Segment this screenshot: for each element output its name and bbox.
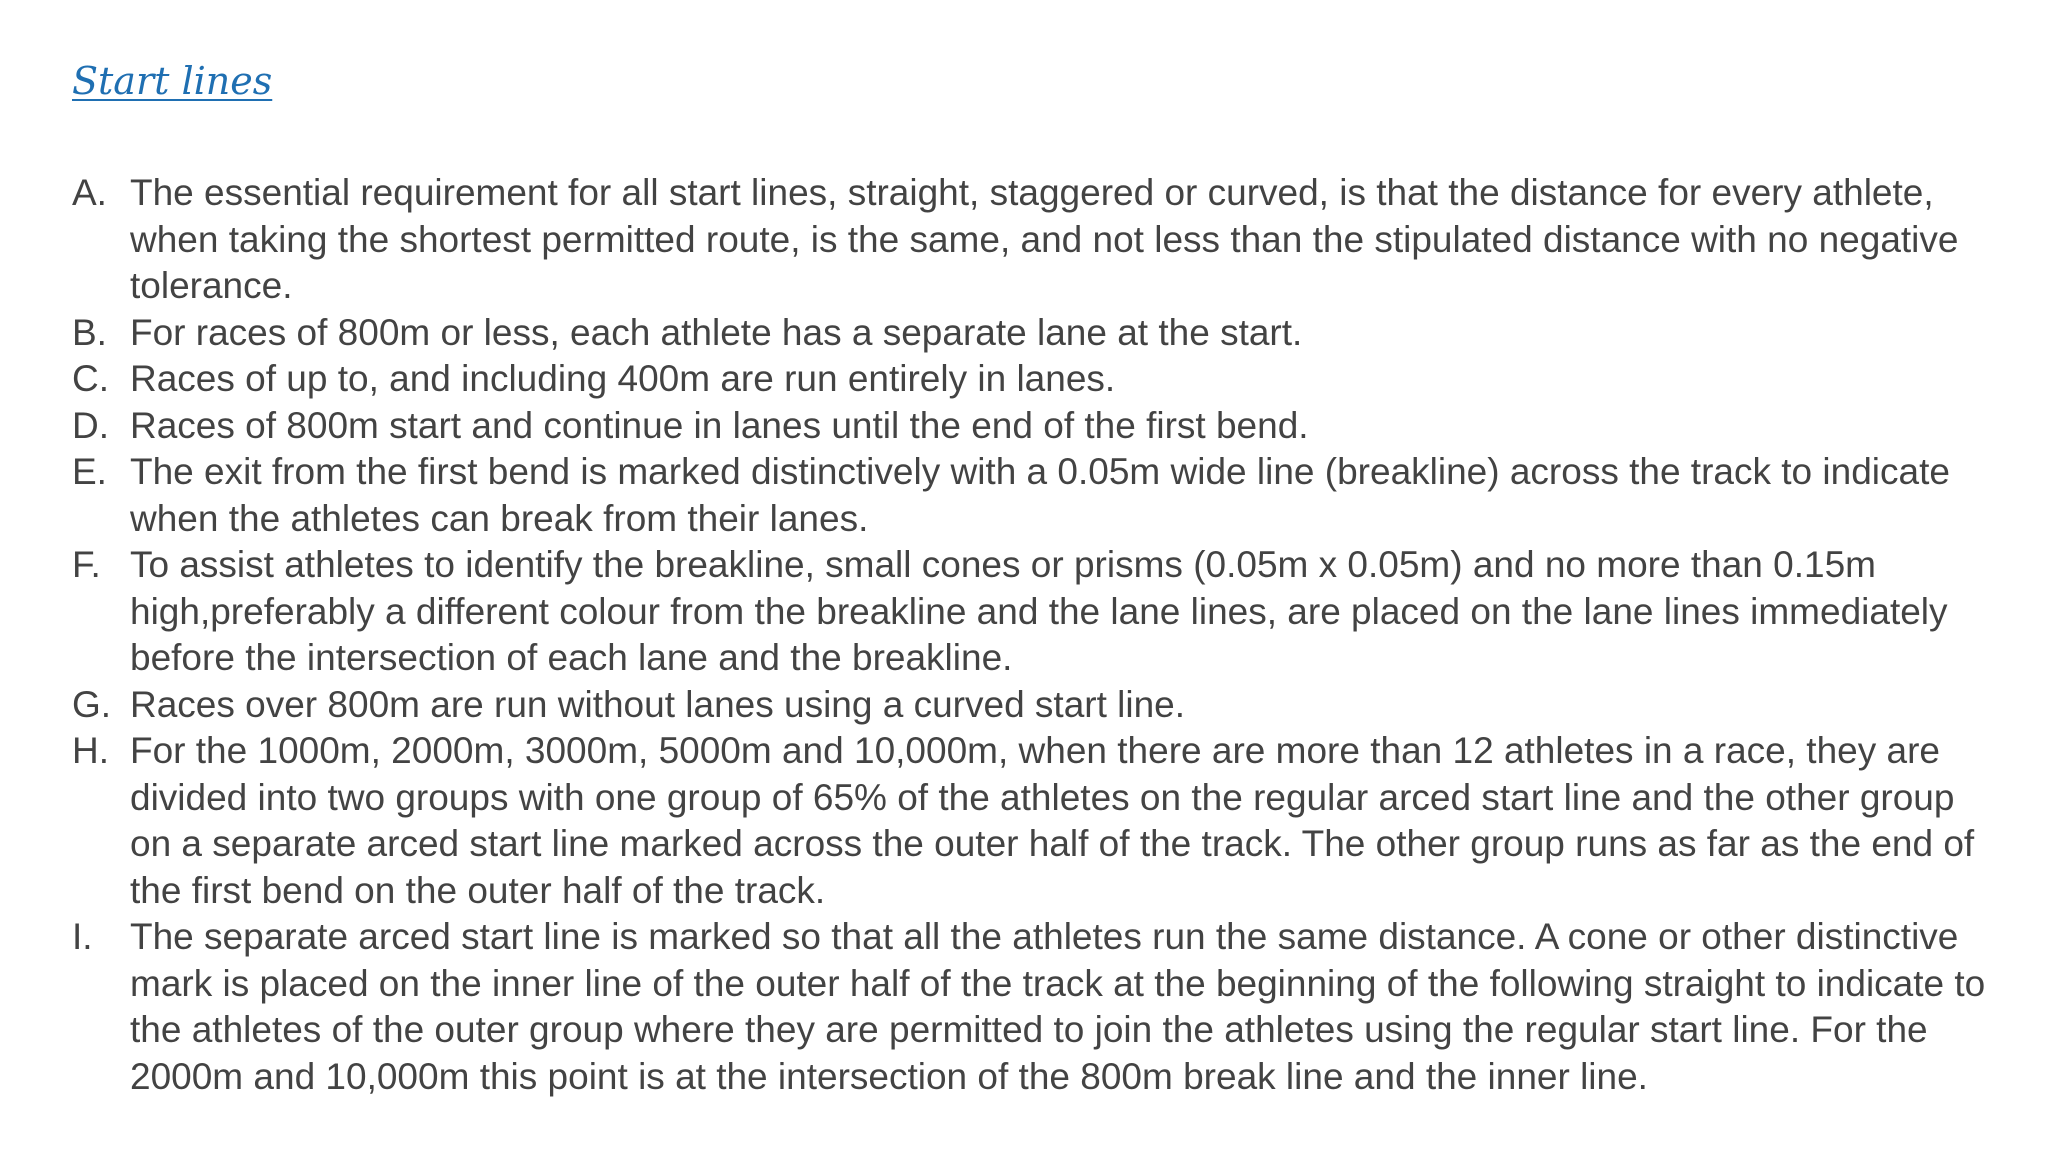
list-item-marker: H. xyxy=(72,730,109,771)
list-item-marker: G. xyxy=(72,683,112,725)
list-item-text: Races over 800m are run without lanes using a curved start line. xyxy=(130,683,1186,725)
rules-list xyxy=(72,170,2002,1100)
list-item xyxy=(72,728,2002,914)
list-item-text: Races of up to, and including 400m are run entirely in lanes. xyxy=(130,358,1116,399)
list-item xyxy=(72,542,2002,682)
list-item xyxy=(72,682,2002,729)
page-title-link[interactable]: Start lines xyxy=(72,59,273,103)
list-item-marker: D. xyxy=(72,404,109,446)
list-item-marker: A. xyxy=(72,172,107,213)
list-item xyxy=(72,914,2002,1100)
list-item-marker: I. xyxy=(72,916,93,957)
list-item xyxy=(72,356,2002,403)
list-item-marker: C. xyxy=(72,358,109,399)
list-item-text: The essential requirement for all start lines, straight, staggered or curved, is that the distance for every athlete, when taking the shortest permitted route, is the same, and not less than the stipulated distance with no negative tolerance. xyxy=(130,172,1959,306)
list-item xyxy=(72,310,2002,357)
list-item-text: For the 1000m, 2000m, 3000m, 5000m and 10,000m, when there are more than 12 athletes in a race, they are divided into two groups with one group of 65% of the athletes on the regular arced start line and the other group on a separate arced start line marked across the outer half of the track. The other group runs as far as the end of the first bend on the outer half of the track. xyxy=(130,730,1975,911)
list-item xyxy=(72,403,2002,450)
list-item-marker: E. xyxy=(72,451,107,492)
list-item-text: To assist athletes to identify the breakline, small cones or prisms (0.05m x 0.05m) and no more than 0.15m high,preferably a different colour from the breakline and the lane lines, are placed on the lane lines immediately before the intersection of each lane and the breakline. xyxy=(130,544,1948,678)
list-item-text: For races of 800m or less, each athlete has a separate lane at the start. xyxy=(130,311,1303,353)
list-item xyxy=(72,449,2002,542)
list-item-text: The exit from the first bend is marked distinctively with a 0.05m wide line (breakline) across the track to indicate when the athletes can break from their lanes. xyxy=(130,451,1950,539)
list-item-marker: B. xyxy=(72,311,107,353)
list-item-text: Races of 800m start and continue in lanes until the end of the first bend. xyxy=(130,404,1309,446)
list-item-text: The separate arced start line is marked so that all the athletes run the same distance. A cone or other distinctive mark is placed on the inner line of the outer half of the track at the beginning of the following straight to indicate to the athletes of the outer group where they are permitted to join the athletes using the regular start line. For the 2000m and 10,000m this point is at the intersection of the 800m break line and the inner line. xyxy=(130,916,1986,1097)
list-item xyxy=(72,170,2002,310)
list-item-marker: F. xyxy=(72,544,101,585)
